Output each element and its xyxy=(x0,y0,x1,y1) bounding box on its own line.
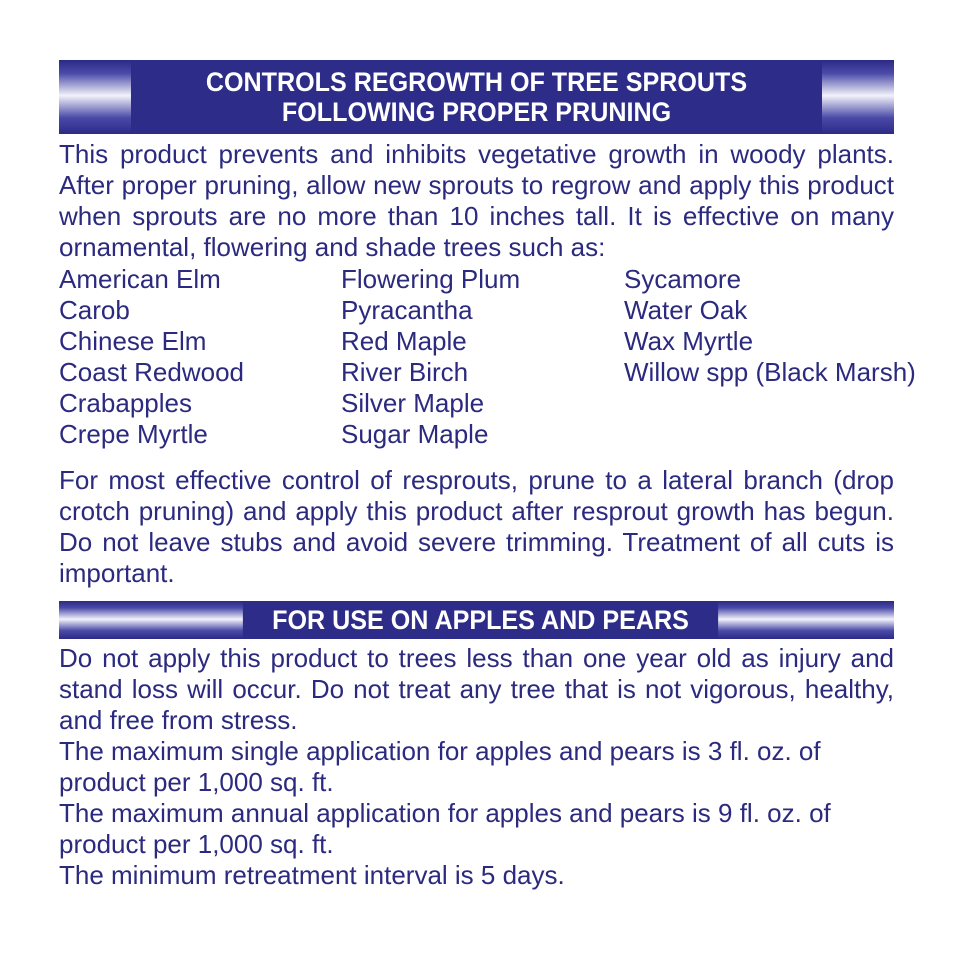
tree-item: Carob xyxy=(59,295,130,325)
tree-list-column-2 xyxy=(341,264,520,450)
tree-item: Red Maple xyxy=(341,326,467,356)
tree-list-column-3 xyxy=(624,264,916,388)
tree-item: Silver Maple xyxy=(341,388,485,418)
section-title: FOR USE ON APPLES AND PEARS xyxy=(272,604,689,635)
tree-item: Sycamore xyxy=(624,264,742,294)
section-title-line1: CONTROLS REGROWTH OF TREE SPROUTS xyxy=(205,67,748,97)
tree-item: Coast Redwood xyxy=(59,357,244,387)
tree-item: Flowering Plum xyxy=(341,264,521,294)
tree-item: Crepe Myrtle xyxy=(59,419,208,449)
interval-paragraph: The minimum retreatment interval is 5 days. xyxy=(59,860,565,890)
section-header-tree-sprouts xyxy=(59,60,894,134)
tree-item: Sugar Maple xyxy=(341,419,489,449)
warning-paragraph: Do not apply this product to trees less than one year old as injury and stand loss will occur. Do not treat any tree that is not vigorous, healthy, and free from stress. xyxy=(59,643,894,735)
tree-item: River Birch xyxy=(341,357,469,387)
tree-item: Crabapples xyxy=(59,388,192,418)
tree-item: Pyracantha xyxy=(341,295,473,325)
section-header-apples-pears xyxy=(59,601,894,639)
max-single-paragraph: The maximum single application for apples and pears is 3 fl. oz. of product per 1,000 sq. ft. xyxy=(59,736,821,797)
control-paragraph: For most effective control of resprouts, prune to a lateral branch (drop crotch pruning) and apply this product after resprout growth has begun. Do not leave stubs and avoid severe trimming. Treatment of all cuts is important. xyxy=(59,465,894,588)
tree-item: Wax Myrtle xyxy=(624,326,754,356)
tree-item: Willow spp (Black Marsh) xyxy=(624,357,916,387)
tree-list-column-1 xyxy=(59,264,244,450)
tree-item: Chinese Elm xyxy=(59,326,207,356)
intro-paragraph: This product prevents and inhibits vegetative growth in woody plants. After proper pruning, allow new sprouts to regrow and apply this product when sprouts are no more than 10 inches tall. It is effective on many ornamental, flowering and shade trees such as: xyxy=(59,139,894,262)
section-title-line2: FOLLOWING PROPER PRUNING xyxy=(281,97,672,127)
tree-item: Water Oak xyxy=(624,295,748,325)
tree-item: American Elm xyxy=(59,264,221,294)
max-annual-paragraph: The maximum annual application for apples and pears is 9 fl. oz. of product per 1,000 sq. ft. xyxy=(59,798,831,859)
